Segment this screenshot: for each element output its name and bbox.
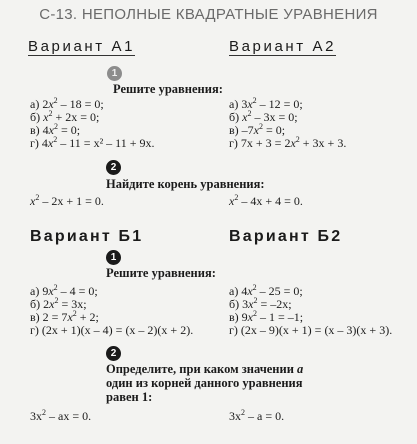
- equation-item: в) $4x^2 = 0$;: [30, 122, 81, 137]
- task-b1-instruction: Решите уравнения:: [106, 266, 216, 280]
- equation-item: а) $4x^2 - 25 = 0$;: [229, 283, 303, 298]
- variant-b1-heading: Вариант Б1: [30, 228, 144, 245]
- equation-item: а) $3x^2 - 12 = 0$;: [229, 96, 303, 111]
- equation-item: а) $2x^2 - 18 = 0$;: [30, 96, 104, 111]
- equation-item: б) $x^2 + 2x = 0$;: [30, 109, 100, 124]
- variant-b2-heading: Вариант Б2: [229, 228, 343, 245]
- variant-b2-task2-equation: $3x^2 - a = 0$.: [229, 408, 285, 423]
- equation-item: в) $9x^2 - 1 = -1$;: [229, 309, 304, 324]
- variant-a1-heading: Вариант А1: [28, 38, 136, 55]
- task-1-instruction: Решите уравнения:: [113, 82, 223, 96]
- equation-item: г) (2x – 9)(x + 1) = (x – 3)(x + 3).: [229, 323, 393, 337]
- variant-a1-task2-equation: $x^2 - 2x + 1 = 0$.: [30, 193, 104, 208]
- task-2-instruction: Найдите корень уравнения:: [106, 177, 265, 191]
- equation-item: а) $9x^2 - 4 = 0$;: [30, 283, 98, 298]
- equation-item: б) $x^2 - 3x = 0$;: [229, 109, 298, 124]
- equation-item: г) $4x^2 - 11 = x^2 - 11 + 9x$.: [30, 135, 155, 150]
- variant-a2-heading: Вариант А2: [229, 38, 337, 55]
- equation-item: в) $2 = 7x^2 + 2$;: [30, 309, 99, 324]
- equation-item: б) $3x^2 = -2x$;: [229, 296, 292, 311]
- variant-b1-task2-equation: $3x^2$ – ax = 0.: [30, 408, 92, 423]
- equation-item: в) $-7x^2 = 0$;: [229, 122, 286, 137]
- equation-item: г) $7x + 3 = 2x^2 + 3x + 3$.: [229, 135, 347, 150]
- worksheet-title: С-13. НЕПОЛНЫЕ КВАДРАТНЫЕ УРАВНЕНИЯ: [39, 6, 378, 23]
- task-b1-badge-icon: 1: [106, 250, 121, 265]
- task-1-badge-icon: 1: [107, 66, 122, 81]
- equation-item: б) $2x^2 = 3x$;: [30, 296, 87, 311]
- equation-item: г) (2x + 1)(x – 4) = (x – 2)(x + 2).: [30, 323, 194, 337]
- task-2-badge-icon: 2: [106, 160, 121, 175]
- task-b2-instruction: Определите, при каком значении a один из корней данного уравнения равен 1:: [106, 362, 304, 404]
- task-b2-badge-icon: 2: [106, 346, 121, 361]
- variant-a2-task2-equation: $x^2 - 4x + 4 = 0$.: [229, 193, 303, 208]
